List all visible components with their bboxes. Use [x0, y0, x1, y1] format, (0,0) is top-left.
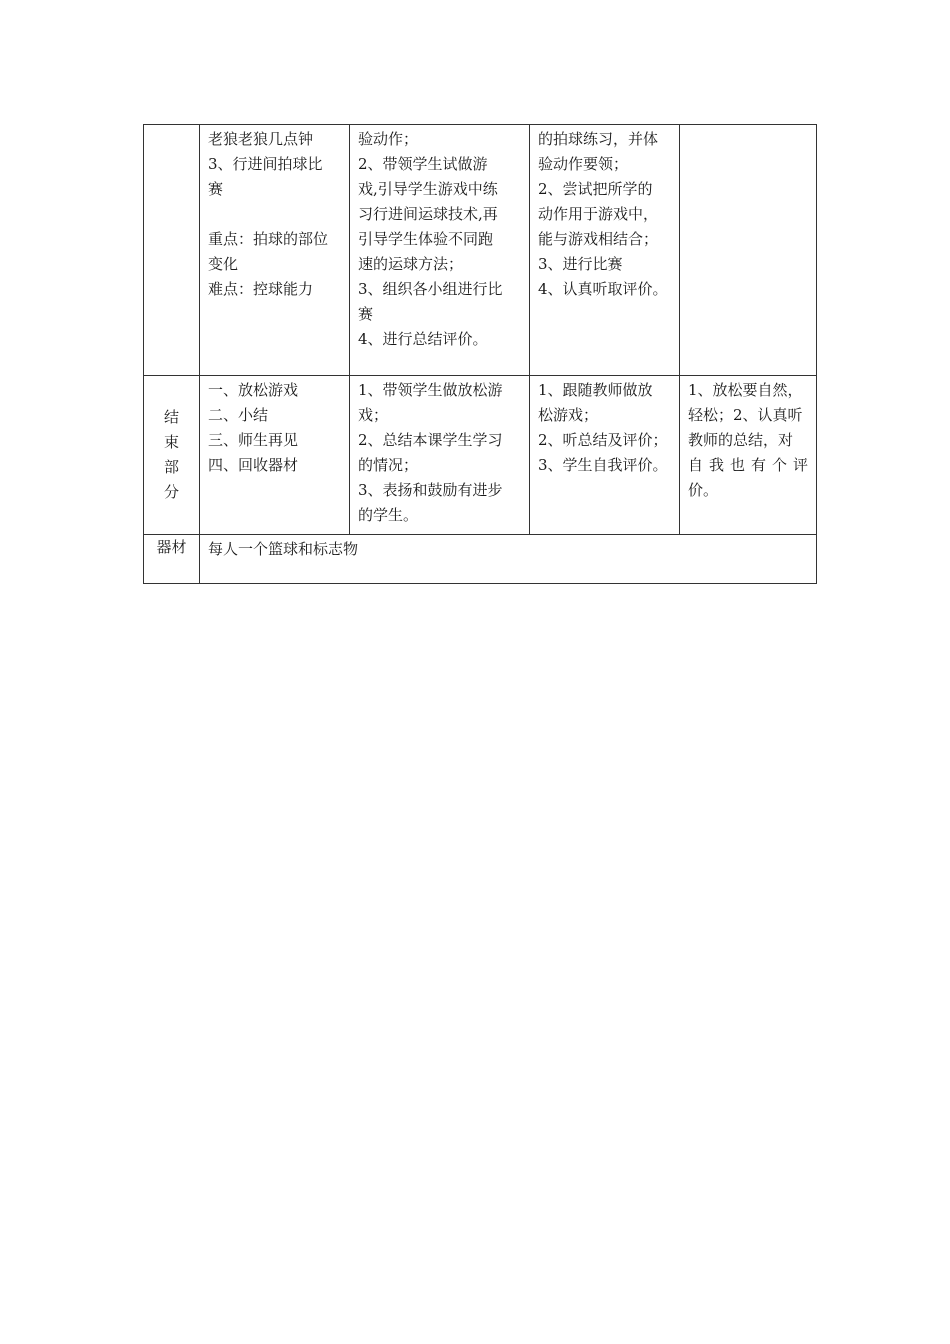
requirement-line: 自我也有个评: [688, 456, 808, 474]
key-point-line: 变化: [208, 255, 239, 273]
teacher-line: 4、进行总结评价。: [358, 330, 488, 348]
teacher-line: 2、总结本课学生学习: [358, 431, 503, 449]
table-row-equipment: [144, 535, 817, 584]
requirement-line: 轻松；2、认真听: [688, 406, 803, 424]
teacher-line: 1、带领学生做放松游: [358, 381, 503, 399]
student-line: 验动作要领；: [538, 155, 629, 173]
teacher-line: 引导学生体验不同跑: [358, 230, 494, 248]
equipment-value: 每人一个篮球和标志物: [200, 535, 817, 584]
content-cell: [200, 376, 350, 535]
requirement-cell: [680, 376, 817, 535]
section-label-char: 分: [163, 483, 179, 501]
section-label-char: 部: [163, 458, 179, 476]
teacher-line: 验动作；: [358, 130, 419, 148]
student-line: 3、学生自我评价。: [538, 456, 668, 474]
teacher-line: 的学生。: [358, 506, 419, 524]
student-line: 3、进行比赛: [538, 255, 623, 273]
teacher-line: 习行进间运球技术,再: [358, 205, 498, 223]
content-line: 四、回收器材: [208, 456, 299, 474]
student-activity-cell: [530, 376, 680, 535]
teacher-line: 2、带领学生试做游: [358, 155, 488, 173]
student-line: 动作用于游戏中，: [538, 205, 659, 223]
table-row-ending-section: [144, 376, 817, 535]
requirement-cell: [680, 125, 817, 376]
requirement-line: 教师的总结，对: [688, 431, 794, 449]
student-line: 1、跟随教师做放: [538, 381, 653, 399]
teacher-line: 3、组织各小组进行比: [358, 280, 503, 298]
content-line: 二、小结: [208, 406, 269, 424]
student-line: 2、听总结及评价；: [538, 431, 668, 449]
lesson-plan-table: [143, 124, 817, 584]
key-point-line: 重点：拍球的部位: [208, 230, 329, 248]
equipment-label: 器材: [144, 535, 200, 584]
teacher-line: 戏,引导学生游戏中练: [358, 180, 498, 198]
student-line: 松游戏；: [538, 406, 599, 424]
section-label-cell: [144, 125, 200, 376]
student-line: 能与游戏相结合；: [538, 230, 659, 248]
teacher-line: 3、表扬和鼓励有进步: [358, 481, 503, 499]
student-line: 的拍球练习，并体: [538, 130, 659, 148]
teacher-line: 赛: [358, 305, 374, 323]
student-activity-cell: [530, 125, 680, 376]
table-row-main-activity: [144, 125, 817, 376]
requirement-line: 价。: [688, 481, 719, 499]
content-line: 老狼老狼几点钟: [208, 130, 314, 148]
section-label-char: 结: [163, 408, 179, 426]
teacher-line: 的情况；: [358, 456, 419, 474]
difficulty-line: 难点：控球能力: [208, 280, 314, 298]
student-line: 2、尝试把所学的: [538, 180, 653, 198]
teacher-activity-cell: [350, 376, 530, 535]
requirement-line: 1、放松要自然，: [688, 381, 803, 399]
content-line: 3、行进间拍球比: [208, 155, 323, 173]
content-spacer: [208, 202, 341, 227]
section-label-cell: [144, 376, 200, 535]
section-label-char: 束: [163, 433, 179, 451]
content-line: 赛: [208, 180, 224, 198]
teacher-line: 戏；: [358, 406, 389, 424]
content-line: 三、师生再见: [208, 431, 299, 449]
content-line: 一、放松游戏: [208, 381, 299, 399]
content-cell: [200, 125, 350, 376]
teacher-activity-cell: [350, 125, 530, 376]
student-line: 4、认真听取评价。: [538, 280, 668, 298]
teacher-line: 速的运球方法；: [358, 255, 464, 273]
